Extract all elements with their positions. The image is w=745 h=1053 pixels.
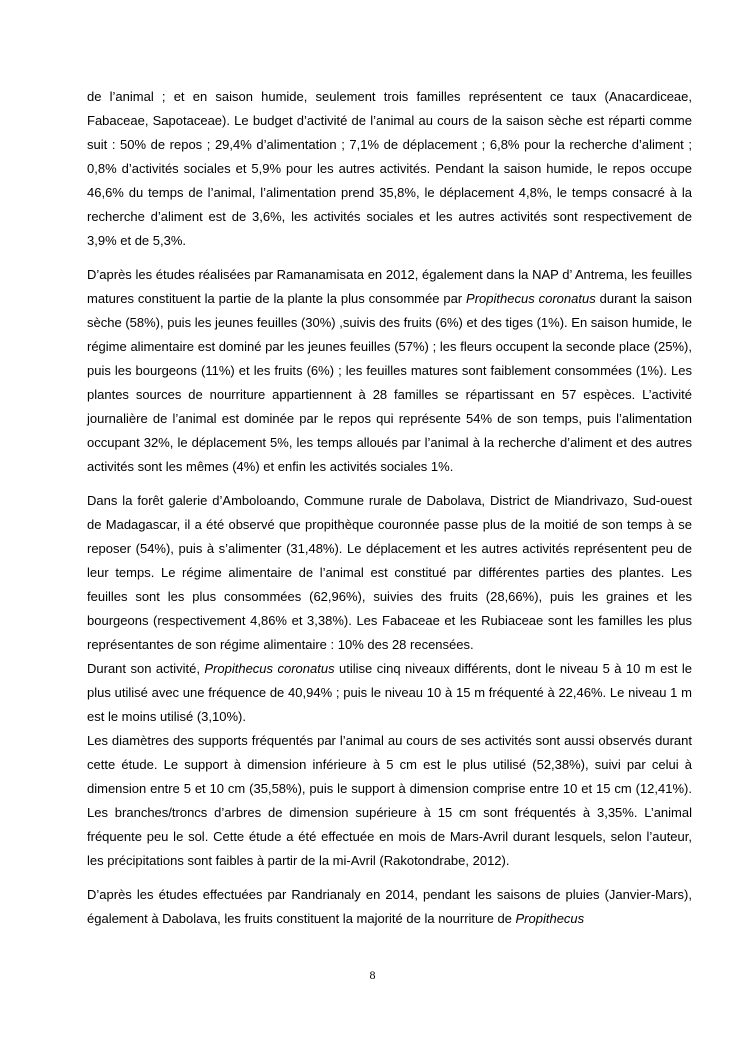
paragraph-amboloando (87, 489, 692, 657)
text-run: D’après les études effectuées par Randrianaly en 2014, pendant les saisons de pluies (Janvier-Mars), également à Dabolava, les fruits constituent la majorité de la nourriture de (87, 887, 692, 926)
paragraph-height-levels (87, 657, 692, 729)
paragraph-ramanamisata-2012 (87, 263, 692, 479)
text-run: Dans la forêt galerie d’Amboloando, Commune rurale de Dabolava, District de Miandrivazo, Sud-ouest de Madagascar, il a été observé que propithèque couronnée passe plus de la moitié de son temps à se reposer (54%), puis à s’alimenter (31,48%). Le déplacement et les autres activités représentent peu de leur temps. Le régime alimentaire de l’animal est constitué par différentes parties des plantes. Les feuilles sont les plus consommées (62,96%), suivies des fruits (28,66%), puis les graines et les bourgeons (respectivement 4,86% et 3,38%). Les Fabaceae et les Rubiaceae sont les familles les plus représentantes de son régime alimentaire : 10% des 28 recensées. (87, 493, 692, 652)
paragraph-support-diameters (87, 729, 692, 873)
text-run: Les diamètres des supports fréquentés par l’animal au cours de ses activités sont aussi observés durant cette étude. Le support à dimension inférieure à 5 cm est le plus utilisé (52,38%), suivi par celui à dimension entre 5 et 10 cm (35,58%), puis le support à dimension comprise entre 10 et 15 cm (12,41%). Les branches/troncs d’arbres de dimension supérieure à 15 cm sont fréquentés à 3,35%. L’animal fréquente peu le sol. Cette étude a été effectuée en mois de Mars-Avril durant lesquels, selon l’auteur, les précipitations sont faibles à partir de la mi-Avril (Rakotondrabe, 2012). (87, 733, 692, 868)
text-run: Durant son activité, (87, 661, 205, 676)
species-name: Propithecus (515, 911, 585, 926)
paragraph-randrianaly-2014 (87, 883, 692, 931)
text-run: D’après les études réalisées par Ramanamisata en 2012, également dans la NAP d’ Antrema, les feuilles matures constituent la partie de la plante la plus consommée par (87, 267, 692, 306)
document-body (87, 85, 692, 941)
text-run: utilise cinq niveaux différents, dont le niveau 5 à 10 m est le plus utilisé avec une fréquence de 40,94% ; puis le niveau 10 à 15 m fréquenté à 22,46%. Le niveau 1 m est le moins utilisé (3,10%). (87, 661, 693, 724)
text-run: de l’animal ; et en saison humide, seulement trois familles représentent ce taux (Anacardiceae, Fabaceae, Sapotaceae). Le budget d’activité de l’animal au cours de la saison sèche est réparti comme suit : 50% de repos ; 29,4% d’alimentation ; 7,1% de déplacement ; 6,8% pour la recherche d’aliment ; 0,8% d’activités sociales et 5,9% pour les autres activités. Pendant la saison humide, le repos occupe 46,6% du temps de l’animal, l’alimentation prend 35,8%, le déplacement 4,8%, le temps consacré à la recherche d’aliment est de 3,6%, les activités sociales et les autres activités sont respectivement de 3,9% et de 5,3%. (87, 89, 692, 248)
species-name: Propithecus coronatus (466, 291, 596, 306)
text-run: durant la saison sèche (58%), puis les jeunes feuilles (30%) ,suivis des fruits (6%) et des tiges (1%). En saison humide, le régime alimentaire est dominé par les jeunes feuilles (57%) ; les fleurs occupent la seconde place (25%), puis les bourgeons (11%) et les fruits (6%) ; les feuilles matures sont faiblement consommées (1%). Les plantes sources de nourriture appartiennent à 28 familles se répartissant en 57 espèces. L’activité journalière de l’animal est dominée par le repos qui représente 54% de son temps, puis l’alimentation occupant 32%, le déplacement 5%, les temps alloués par l’animal à la recherche d’aliment et des autres activités sont les mêmes (4%) et enfin les activités sociales 1%. (87, 291, 692, 474)
paragraph-activity-budget (87, 85, 692, 253)
species-name: Propithecus coronatus (204, 661, 335, 676)
page-number: 8 (369, 968, 376, 982)
